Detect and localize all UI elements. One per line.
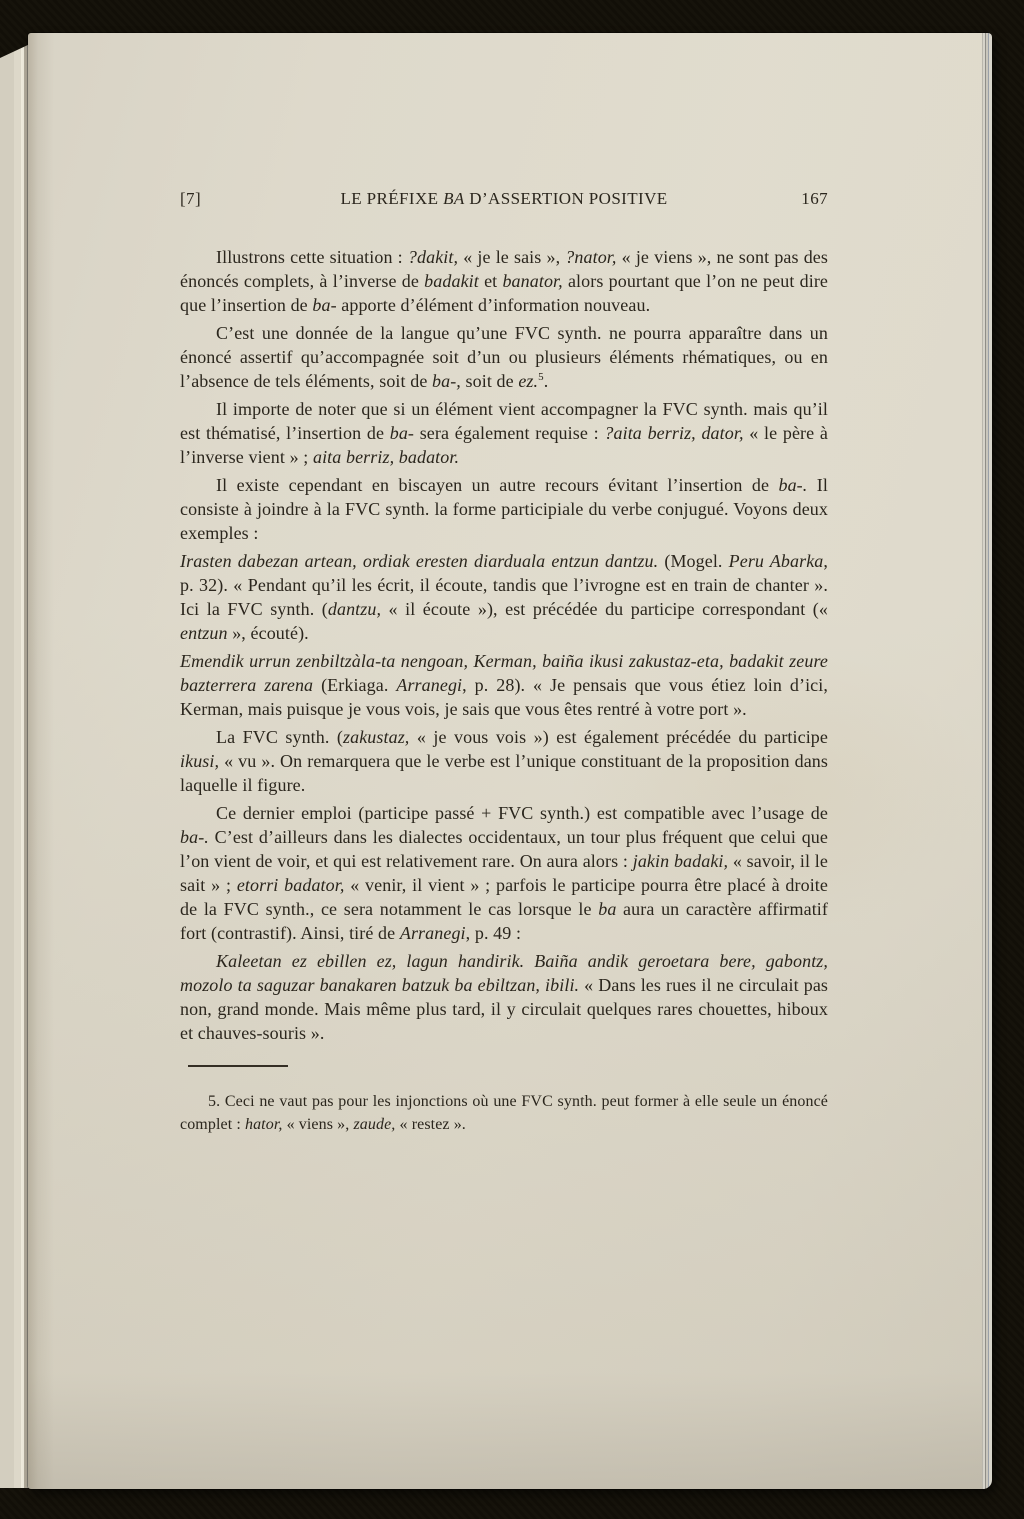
italic-run: zaude, — [353, 1115, 396, 1133]
italic-run: badakit — [424, 271, 479, 291]
text-run: aura un caractère affirmatif fort (contrastif). Ainsi, tiré de — [180, 899, 829, 943]
facing-page-edge — [0, 44, 30, 1488]
body-paragraph-3 — [180, 397, 828, 469]
text-run: . — [543, 371, 549, 391]
text-run: « je viens », ne sont pas des énoncés complets, à l’inverse de — [180, 247, 829, 291]
text-run: « je le sais », — [458, 247, 566, 267]
page-number: 167 — [801, 189, 828, 208]
body-paragraph-2 — [180, 321, 828, 393]
italic-run: Peru Abarka — [728, 551, 824, 571]
body-paragraph-7 — [180, 725, 828, 797]
page-stack-right-edge — [982, 33, 992, 1489]
italic-run: Irasten dabezan artean, ordiak eresten diarduala entzun dantzu. — [180, 551, 659, 571]
italic-run: ?nator, — [565, 247, 617, 267]
text-run: Il consiste à joindre à la FVC synth. la forme participiale du verbe conjugué. Voyons deux exemples : — [180, 475, 829, 543]
text-run: La FVC synth. ( — [216, 727, 343, 747]
text-run: sera également requise : — [414, 423, 605, 443]
italic-run: ba — [598, 899, 617, 919]
italic-run: jakin badaki, — [632, 851, 729, 871]
italic-run: dantzu, — [327, 599, 382, 619]
text-run: « restez ». — [395, 1115, 466, 1133]
text-run: « il écoute »), est précédée du participe correspondant (« — [381, 599, 828, 619]
italic-run: ?aita berriz, dator, — [604, 423, 744, 443]
text-run: Il importe de noter que si un élément vient accompagner la FVC synth. mais qu’il est thématisé, l’insertion de — [180, 399, 828, 443]
footnote-reference: 5 — [538, 371, 544, 383]
text-run: », écouté). — [227, 623, 309, 643]
italic-run: aita berriz, badator. — [312, 447, 460, 467]
body-paragraph-6 — [180, 649, 828, 721]
text-run: et — [478, 271, 503, 291]
text-run: soit de — [460, 371, 519, 391]
text-run: C’est d’ailleurs dans les dialectes occidentaux, un tour plus fréquent que celui que l’on vient de voir, et qui est relativement rare. On aura alors : — [180, 827, 828, 871]
text-run: LE PRÉFIXE — [340, 189, 444, 208]
italic-run: Arranegi — [399, 923, 466, 943]
text-run: « savoir, il le sait » ; — [180, 851, 828, 895]
text-run: « je vous vois ») est également précédée du participe — [409, 727, 828, 747]
text-run: , p. 32). « Pendant qu’il les écrit, il écoute, tandis que l’ivrogne est en train de chanter ». Ici la FVC synth. ( — [180, 551, 829, 619]
text-run: Ce dernier emploi (participe passé + FVC synth.) est compatible avec l’usage de — [216, 803, 828, 823]
italic-run: ba- — [312, 295, 337, 315]
italic-run: hator, — [244, 1115, 283, 1133]
italic-run: Arranegi — [396, 675, 463, 695]
text-run: Il existe cependant en biscayen un autre recours évitant l’insertion de — [216, 475, 779, 495]
italic-run: BA — [443, 189, 465, 208]
text-run: , p. 49 : — [465, 923, 522, 943]
running-title — [300, 189, 708, 209]
text-run: (Erkiaga. — [313, 675, 397, 695]
italic-run: ba-, — [432, 371, 461, 391]
body-paragraph-8 — [180, 801, 828, 945]
footnote-rule — [188, 1065, 288, 1067]
page-text-block — [180, 189, 828, 1136]
running-header — [180, 189, 828, 209]
italic-run: ba- — [389, 423, 415, 443]
text-run: Illustrons cette situation : — [216, 247, 408, 267]
italic-run: Kaleetan ez ebillen ez, lagun handirik. Baiña andik geroetara bere, gabontz, mozolo ta saguzar banakaren batzuk ba ebiltzan, ibili. — [180, 951, 828, 995]
body-paragraph-1 — [180, 245, 828, 317]
italic-run: etorri badator, — [236, 875, 345, 895]
body-paragraph-9 — [180, 949, 828, 1045]
body-paragraph-4 — [180, 473, 828, 545]
text-run: « le père à l’inverse vient » ; — [180, 423, 828, 467]
text-run: D’ASSERTION POSITIVE — [464, 189, 668, 208]
text-run: « Dans les rues il ne circulait pas non, grand monde. Mais même plus tard, il y circulait quelques rares chouettes, hiboux et chauves-souris ». — [180, 975, 829, 1043]
body-text — [180, 245, 828, 1045]
text-run: « vu ». On remarquera que le verbe est l’unique constituant de la proposition dans laquelle il figure. — [180, 751, 828, 795]
text-run: C’est une donnée de la langue qu’une FVC synth. ne pourra apparaître dans un énoncé assertif qu’accompagnée soit d’un ou plusieurs éléments rhématiques, ou en l’absence de tels éléments, soit de — [180, 323, 828, 391]
body-paragraph-5 — [180, 549, 828, 645]
italic-run: ikusi, — [180, 751, 220, 771]
section-marker: [7] — [180, 189, 202, 208]
italic-run: banator, — [502, 271, 563, 291]
italic-run: Emendik urrun zenbiltzàla-ta nengoan, Kerman, baiña ikusi zakustaz-eta, badakit zeure bazterrera zarena — [180, 651, 828, 695]
text-run: « viens », — [282, 1115, 354, 1133]
text-run: « venir, il vient » ; parfois le participe pourra être placé à droite de la FVC synth., ce sera notamment le cas lorsque le — [180, 875, 828, 919]
text-run: (Mogel. — [658, 551, 729, 571]
italic-run: ba-. — [778, 475, 808, 495]
italic-run: zakustaz, — [343, 727, 410, 747]
italic-run: ez. — [518, 371, 539, 391]
text-run: , p. 28). « Je pensais que vous étiez loin d’ici, Kerman, mais puisque je vous vois, je sais que vous êtes rentré à votre port ». — [180, 675, 828, 719]
book-page — [28, 33, 991, 1489]
italic-run: ?dakit, — [407, 247, 459, 267]
text-run: apporte d’élément d’information nouveau. — [336, 295, 651, 315]
text-run: 5. Ceci ne vaut pas pour les injonctions où une FVC synth. peut former à elle seule un énoncé complet : — [180, 1093, 828, 1133]
footnote — [180, 1091, 828, 1136]
italic-run: ba-. — [180, 827, 209, 847]
italic-run: entzun — [180, 623, 228, 643]
text-run: alors pourtant que l’on ne peut dire que l’insertion de — [180, 271, 829, 315]
